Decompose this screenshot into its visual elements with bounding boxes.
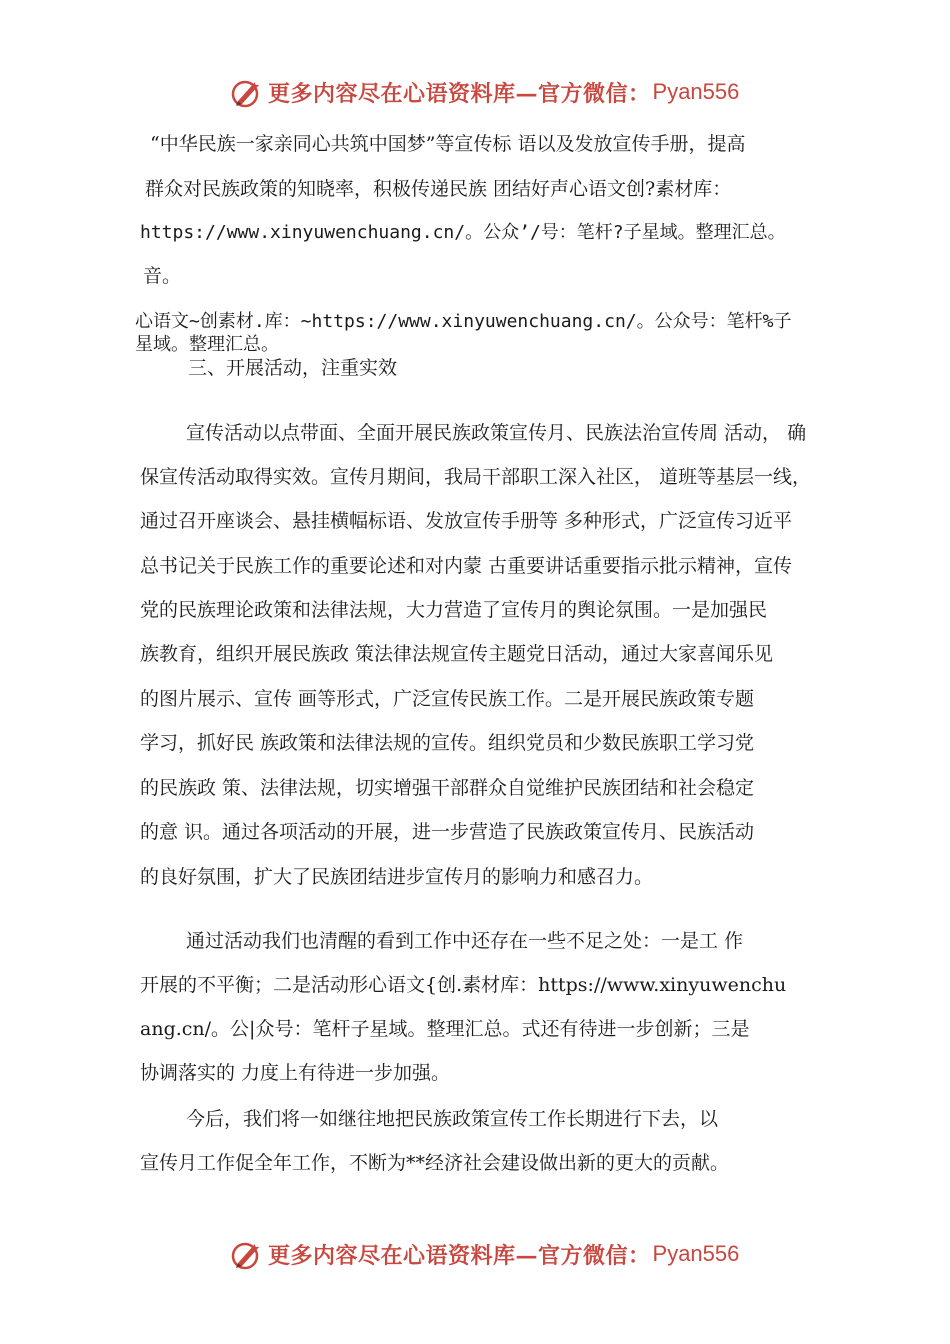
paragraph-line: 的图片展示、宣传 画等形式，广泛宣传民族工作。二是开展民族政策专题 — [140, 688, 755, 710]
paragraph-line: 总书记关于民族工作的重要论述和对内蒙 古重要讲话重要指示批示精神，宣传 — [140, 555, 793, 577]
text-line: 星域。整理汇总。 — [135, 334, 279, 355]
paragraph-line: 宣传月工作促全年工作，不断为**经济社会建设做出新的更大的贡献。 — [140, 1152, 730, 1174]
paragraph-line: 族教育，组织开展民族政 策法律法规宣传主题党日活动，通过大家喜闻乐见 — [140, 643, 774, 665]
text-line: 音。 — [143, 265, 182, 287]
banner-wechat-id: Pyan556 — [652, 79, 740, 104]
text-line: https://www.xinyuwenchuang.cn/。公众’/号：笔杆?子星域。整理汇总。 — [140, 222, 786, 243]
paragraph-line: 保宣传活动取得实效。宣传月期间，我局干部职工深入社区， 道班等基层一线， — [140, 466, 812, 488]
footer-banner — [230, 1236, 750, 1272]
paragraph-line: 协调落实的 力度上有待进一步加强。 — [140, 1062, 451, 1084]
paragraph-line: 的民族政 策、法律法规，切实增强干部群众自觉维护民族团结和社会稳定 — [140, 777, 755, 799]
paragraph-line: 通过活动我们也清醒的看到工作中还存在一些不足之处：一是工 作 — [186, 930, 744, 952]
paragraph-line: 通过召开座谈会、悬挂横幅标语、发放宣传手册等 多种形式，广泛宣传习近平 — [140, 510, 793, 532]
header-banner — [230, 74, 750, 110]
banner-text: 更多内容尽在心语资料库—官方微信： — [268, 1242, 651, 1269]
text-line: 群众对民族政策的知晓率，积极传递民族 团结好声心语文创?素材库： — [145, 178, 732, 200]
text-line: 心语文~创素材.库：~https://www.xinyuwenchuang.cn/。公众号：笔杆%子 — [135, 311, 792, 332]
banner-wechat-id: Pyan556 — [652, 1241, 740, 1266]
pen-logo-icon — [230, 1237, 264, 1271]
paragraph-line: 今后，我们将一如继往地把民族政策宣传工作长期进行下去，以 — [186, 1108, 719, 1130]
paragraph-line: 学习，抓好民 族政策和法律法规的宣传。组织党员和少数民族职工学习党 — [140, 732, 755, 754]
paragraph-line: 开展的不平衡；二是活动形心语文{创.素材库：https://www.xinyuwenchu — [140, 974, 787, 996]
pen-logo-icon — [230, 75, 264, 109]
paragraph-line: 的良好氛围，扩大了民族团结进步宣传月的影响力和感召力。 — [140, 866, 654, 888]
paragraph-line: 的意 识。通过各项活动的开展，进一步营造了民族政策宣传月、民族活动 — [140, 821, 755, 843]
paragraph-line: ang.cn/。公|众号：笔杆子星域。整理汇总。式还有待进一步创新；三是 — [140, 1018, 750, 1040]
text-line: “中华民族一家亲同心共筑中国梦”等宣传标 语以及发放宣传手册，提高 — [150, 133, 746, 155]
section-heading: 三、开展活动，注重实效 — [188, 357, 398, 379]
banner-text: 更多内容尽在心语资料库—官方微信： — [268, 80, 651, 107]
paragraph-line: 党的民族理论政策和法律法规，大力营造了宣传月的舆论氛围。一是加强民 — [140, 599, 768, 621]
paragraph-line: 宣传活动以点带面、全面开展民族政策宣传月、民族法治宣传周 活动， 确 — [186, 422, 807, 444]
